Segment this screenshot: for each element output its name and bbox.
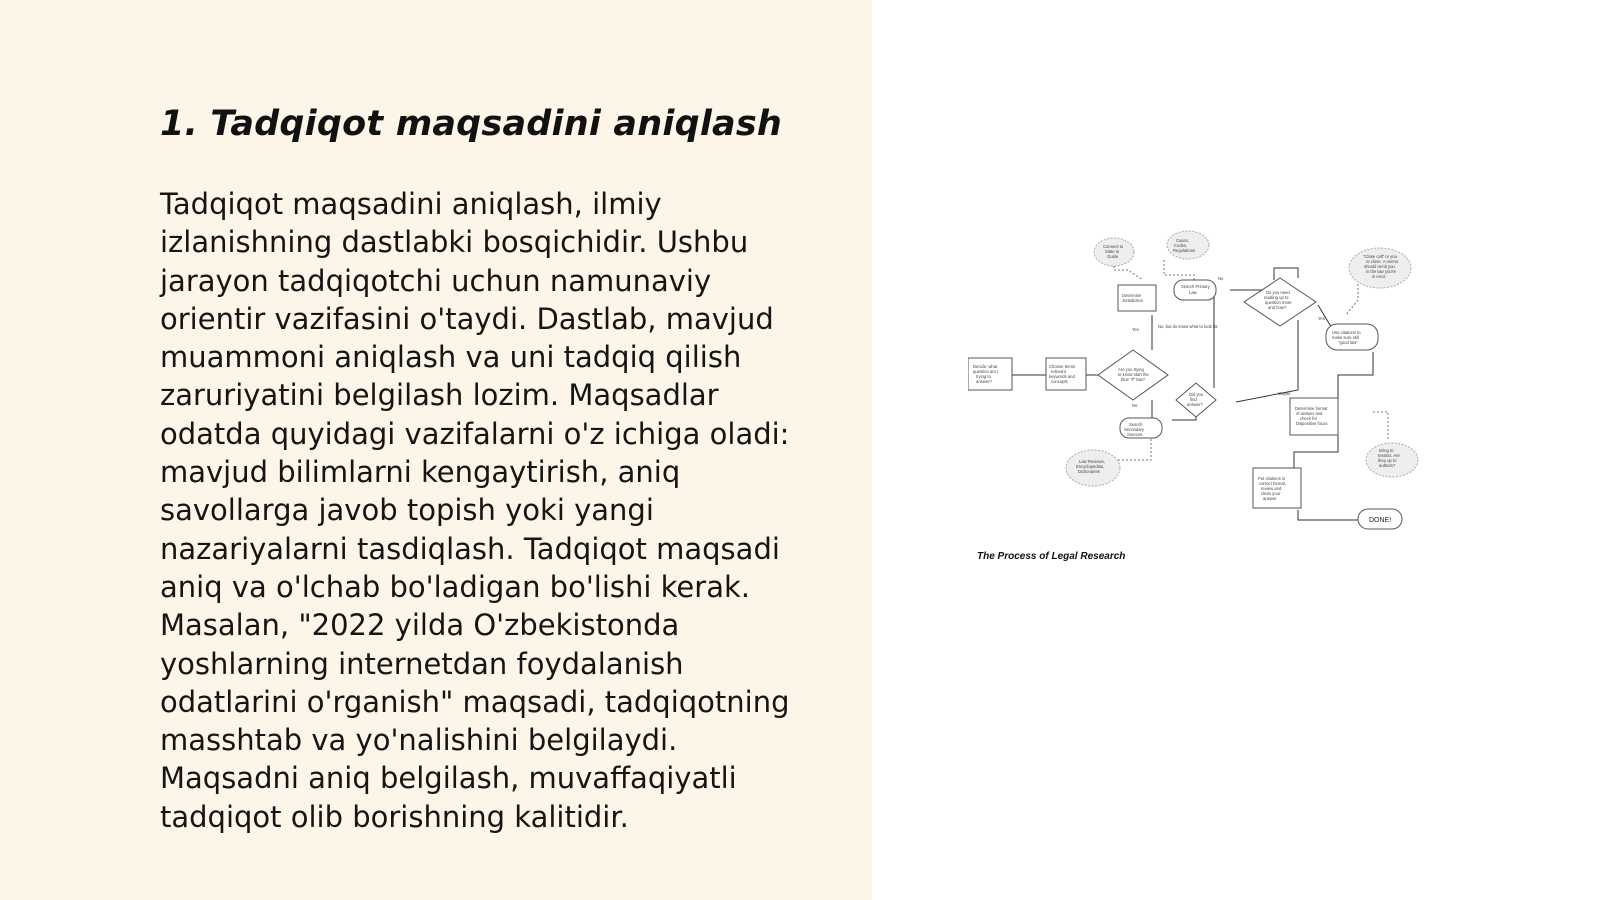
svg-text:and how?: and how? — [1268, 305, 1287, 310]
svg-text:Regulations: Regulations — [1173, 248, 1196, 253]
svg-text:Jurisdiction: Jurisdiction — [1122, 298, 1143, 303]
svg-text:reading up to: reading up to — [1264, 295, 1289, 300]
flowchart-box — [1174, 280, 1216, 300]
svg-text:Put citations in: Put citations in — [1258, 476, 1286, 481]
svg-text:trying to: trying to — [976, 374, 991, 379]
cloud-node — [1167, 231, 1209, 259]
flowchart-box — [1290, 398, 1338, 435]
svg-text:question am I: question am I — [973, 369, 999, 374]
svg-text:Choose terms: Choose terms — [1049, 364, 1076, 369]
svg-text:review and: review and — [1261, 486, 1282, 491]
svg-text:Determine: Determine — [1122, 293, 1142, 298]
svg-text:"Close call" or you: "Close call" or you — [1363, 254, 1397, 259]
svg-text:"good law": "good law" — [1338, 340, 1358, 345]
svg-text:re close. A memo: re close. A memo — [1366, 259, 1399, 264]
svg-text:No: No — [1218, 276, 1224, 281]
svg-text:Law: Law — [1189, 290, 1197, 295]
flowchart-decision — [1244, 278, 1316, 326]
cloud-node — [1366, 443, 1418, 477]
done-label: DONE! — [1369, 517, 1392, 524]
svg-text:Guide: Guide — [1107, 254, 1119, 259]
svg-text:No: No — [1132, 403, 1138, 408]
svg-text:answer: answer — [1263, 496, 1277, 501]
svg-text:Use citations to: Use citations to — [1332, 330, 1361, 335]
body-paragraph: Tadqiqot maqsadini aniqlash, ilmiy izlanishning dastlabki bosqichidir. Ushbu jarayon tadqiqotchi uchun namunaviy orientir vazifasini o'taydi. Dastlab, mavjud muammoni aniqlash va uni tadqiq qilish zaruriyatini belgilash lozim. Maqsadlar odatda quyidagi vazifalarni o'z ichiga oladi: mavjud bilimlarni kengaytirish, aniq savollarga javob topish yoki yangi nazariyalarni tasdiqlash. Tadqiqot maqsadi aniq va o'lchab bo'ladigan bo'lishi kerak. Masalan, "2022 yilda O'zbekistonda yoshlarning internetdan foydalanish odatlarini o'rganish" maqsadi, tadqiqotning masshtab va yo'nalishini belgilaydi. Maqsadni aniq belgilash, muvaffaqiyatli tadqiqot olib borishning kalitidir. — [160, 187, 790, 834]
svg-text:Determine format: Determine format — [1295, 406, 1328, 411]
svg-text:check for: check for — [1300, 416, 1317, 421]
flowchart-box — [1326, 324, 1378, 350]
flowchart-box — [1120, 418, 1162, 438]
svg-text:keywords and: keywords and — [1049, 374, 1075, 379]
svg-text:No, but do know what to look f: No, but do know what to look for — [1158, 324, 1218, 329]
svg-text:authors?: authors? — [1379, 463, 1396, 468]
svg-text:Did you: Did you — [1189, 392, 1204, 397]
svg-text:Law Reviews,: Law Reviews, — [1079, 459, 1105, 464]
svg-text:Codes,: Codes, — [1174, 243, 1188, 248]
flowchart-box — [968, 358, 1012, 390]
svg-text:to know start the: to know start the — [1118, 372, 1149, 377]
flowchart-box — [1253, 468, 1301, 508]
svg-text:Cases,: Cases, — [1176, 238, 1190, 243]
flowchart-decision — [1098, 350, 1168, 400]
svg-text:in error.: in error. — [1372, 274, 1387, 279]
svg-text:Dispositive focus: Dispositive focus — [1296, 421, 1328, 426]
svg-text:Sources: Sources — [1127, 432, 1143, 437]
svg-text:Search: Search — [1129, 422, 1143, 427]
svg-text:Bring to: Bring to — [1379, 448, 1394, 453]
svg-text:blue "if" law?: blue "if" law? — [1121, 377, 1145, 382]
done-terminal — [1358, 509, 1402, 529]
svg-text:answer?: answer? — [1187, 402, 1203, 407]
svg-text:make sure still: make sure still — [1332, 335, 1359, 340]
svg-text:clean your: clean your — [1261, 491, 1281, 496]
svg-text:Instinct. Are: Instinct. Are — [1378, 453, 1400, 458]
cloud-node — [1066, 450, 1120, 486]
flowchart-decision — [1176, 383, 1216, 417]
svg-text:question more: question more — [1265, 300, 1292, 305]
flowchart-box — [1046, 358, 1086, 390]
svg-text:Yes: Yes — [1132, 327, 1139, 332]
svg-text:Connect to: Connect to — [1103, 244, 1124, 249]
svg-text:in the law you're: in the law you're — [1366, 269, 1397, 274]
svg-text:find: find — [1190, 397, 1197, 402]
svg-text:Maybe: Maybe — [1278, 391, 1291, 396]
svg-text:Search Primary: Search Primary — [1181, 284, 1210, 289]
svg-text:they up to: they up to — [1378, 458, 1397, 463]
svg-text:Secondary: Secondary — [1124, 427, 1145, 432]
flowchart-diagram — [968, 230, 1438, 565]
svg-text:correct format,: correct format, — [1259, 481, 1286, 486]
svg-text:Slate to: Slate to — [1105, 249, 1120, 254]
svg-text:Do you need: Do you need — [1266, 290, 1290, 295]
svg-text:Dictionaries: Dictionaries — [1078, 469, 1100, 474]
svg-text:Yes: Yes — [1318, 316, 1325, 321]
flowchart-box — [1118, 285, 1156, 311]
svg-text:relevant: relevant — [1051, 369, 1066, 374]
svg-text:Encyclopedias,: Encyclopedias, — [1076, 464, 1105, 469]
svg-text:Decide: what: Decide: what — [973, 364, 998, 369]
svg-text:concepts: concepts — [1051, 379, 1068, 384]
cloud-node — [1094, 238, 1134, 266]
svg-text:Are you trying: Are you trying — [1118, 367, 1144, 372]
legal-research-flowchart — [968, 230, 1438, 565]
figure-caption: The Process of Legal Research — [977, 551, 1126, 562]
svg-text:answer?: answer? — [976, 379, 992, 384]
svg-text:of answer and: of answer and — [1296, 411, 1323, 416]
cloud-node — [1349, 248, 1411, 288]
slide-title: 1. Tadqiqot maqsadini aniqlash — [160, 104, 782, 144]
svg-text:should remit you: should remit you — [1364, 264, 1395, 269]
